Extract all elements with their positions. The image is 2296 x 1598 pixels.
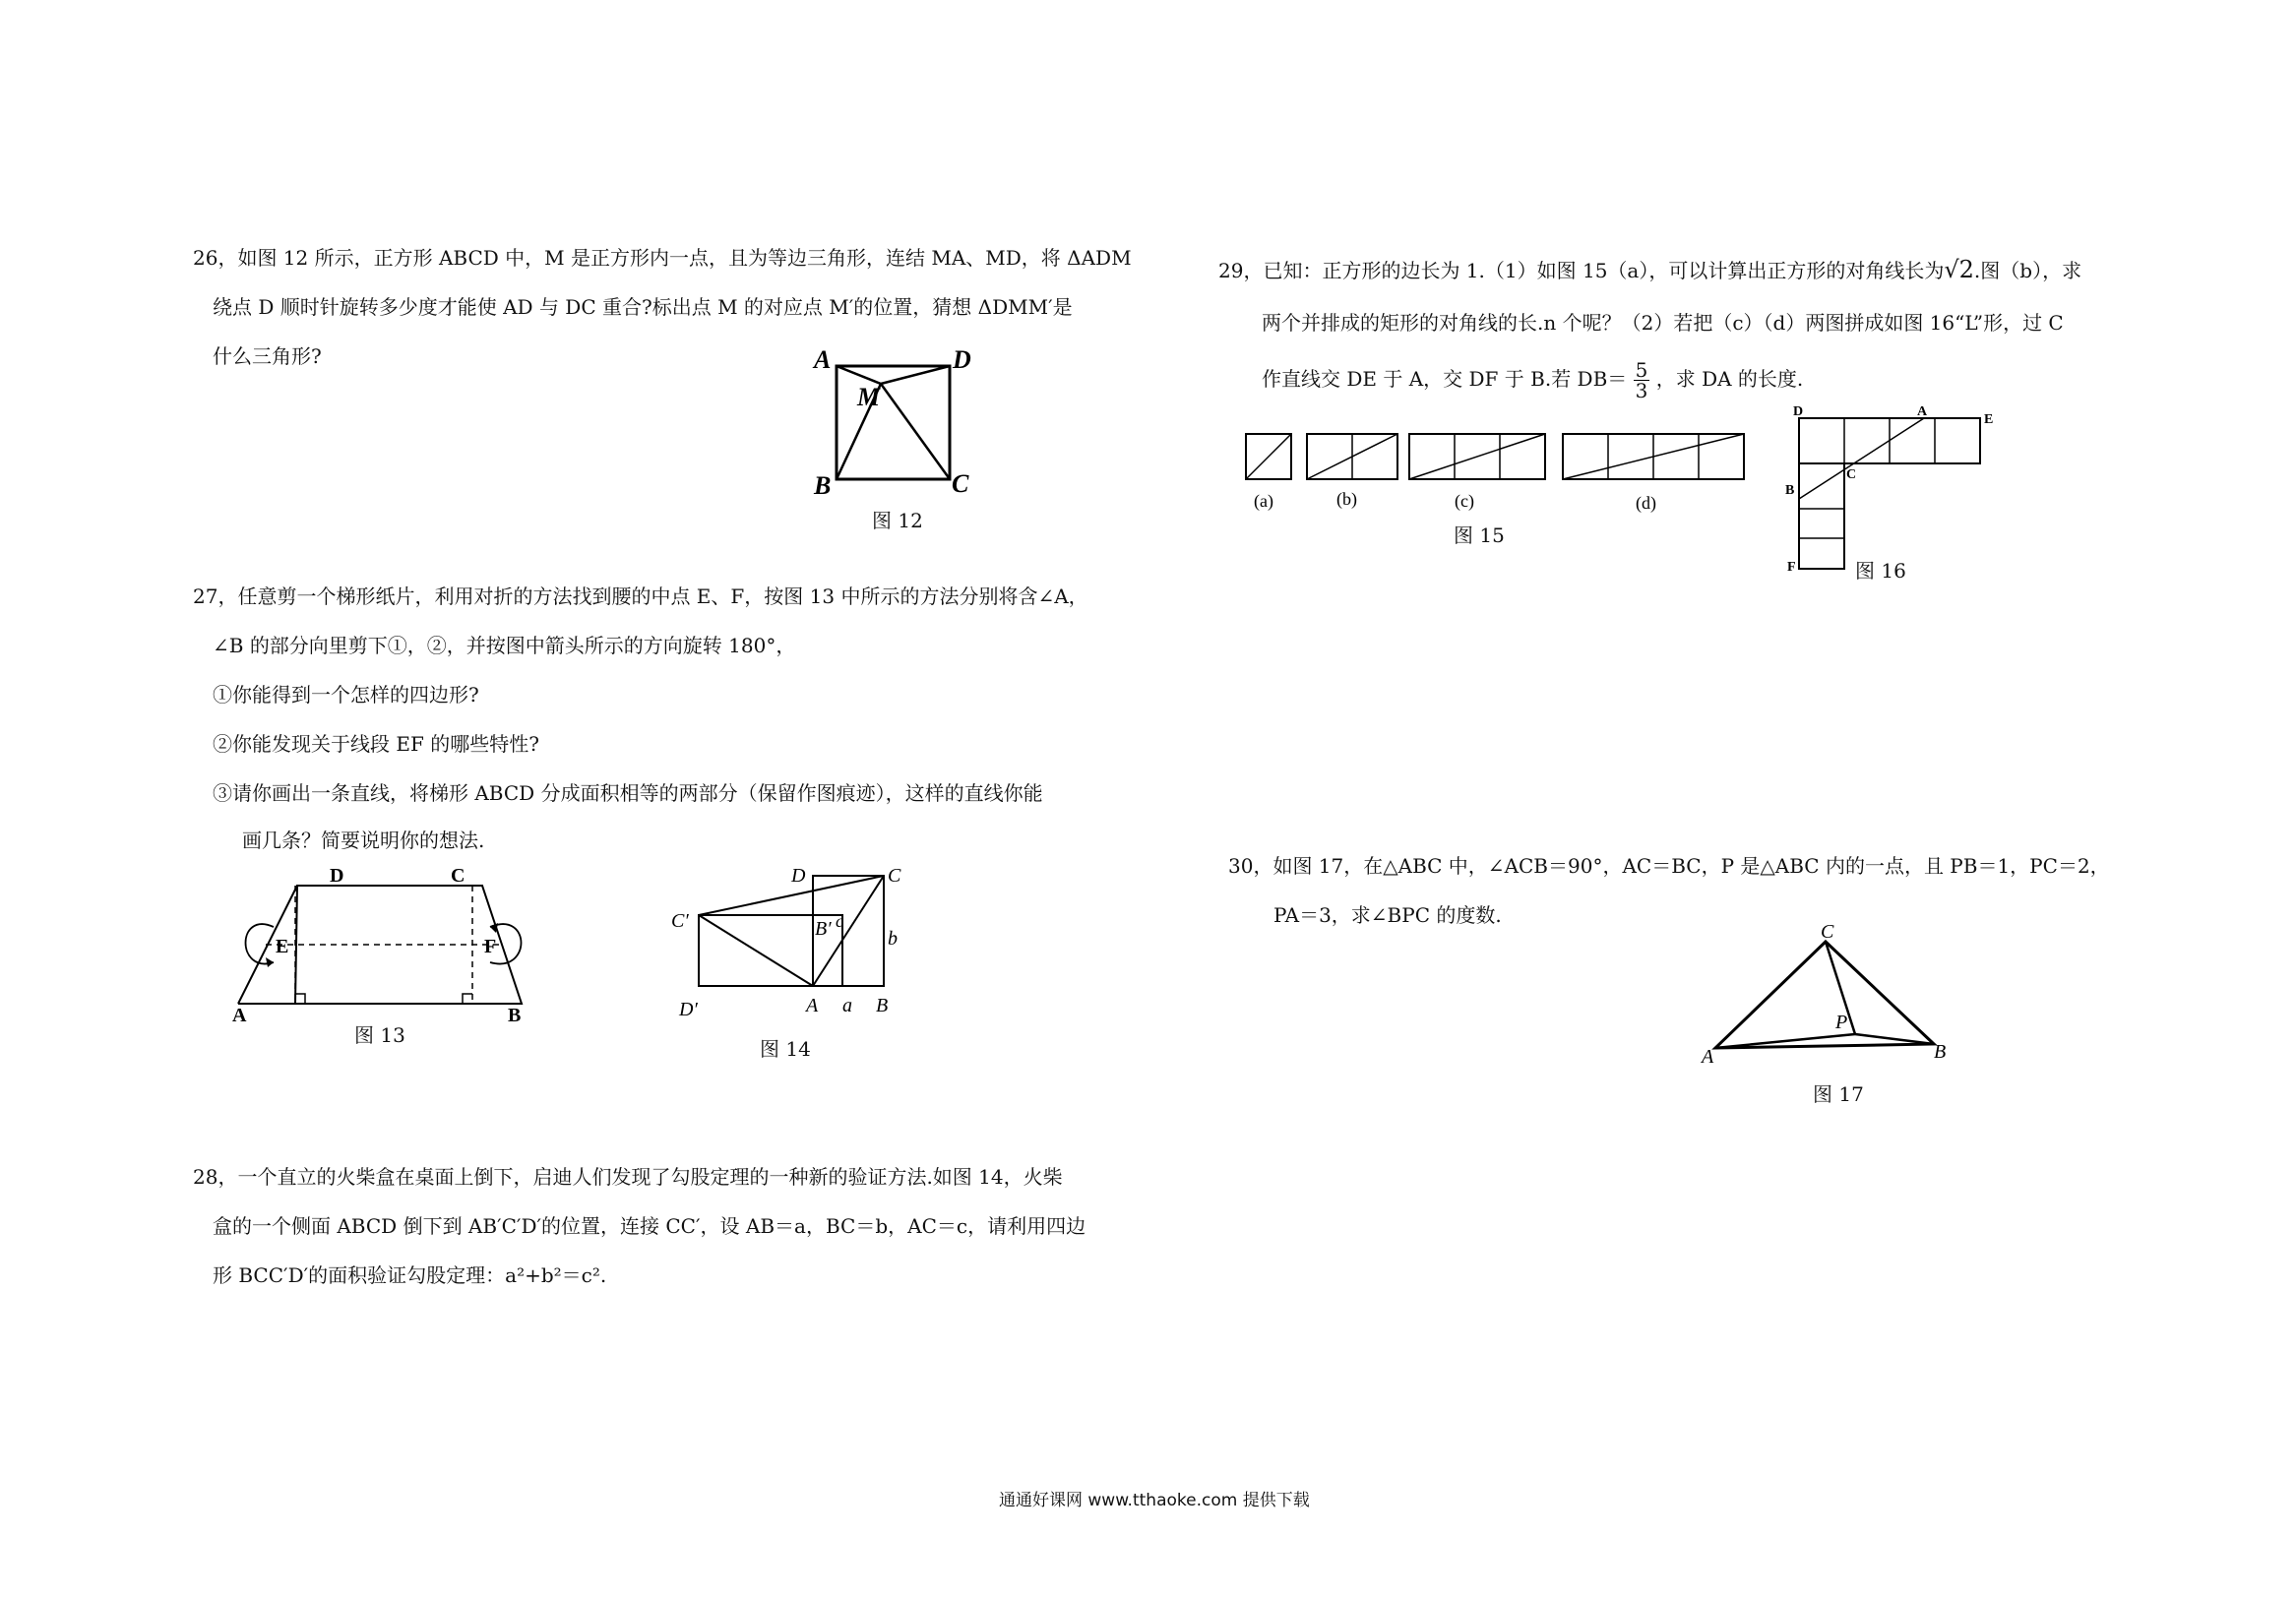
q28-line3: 形 BCC′D′的面积验证勾股定理：a²+b²＝c².: [213, 1263, 607, 1287]
fig16-label-d: D: [1793, 404, 1804, 419]
figure-14: [669, 856, 925, 1023]
fig13-label-f: F: [484, 936, 497, 957]
figure-17: [1688, 920, 1947, 1068]
q29-fraction: [1634, 360, 1650, 400]
fig17-label-a: A: [1702, 1046, 1714, 1068]
q29-sqrt: √2: [1944, 256, 1974, 283]
q27-line1: 27，任意剪一个梯形纸片，利用对折的方法找到腰的中点 E、F，按图 13 中所示的方法分别将含∠A，: [193, 584, 1088, 608]
fig15-sub-c: (c): [1455, 491, 1474, 511]
figure-12: [802, 344, 989, 502]
figure-15-caption: 图 15: [1454, 523, 1505, 547]
fig15-sub-d: (d): [1636, 493, 1656, 513]
q27-item2: ②你能发现关于线段 EF 的哪些特性?: [213, 732, 539, 756]
q29-line3: [1262, 360, 1803, 400]
fig14-label-b-side: b: [888, 928, 898, 950]
fig13-label-b: B: [508, 1005, 522, 1026]
fig17-label-c: C: [1821, 921, 1834, 943]
fig13-label-c: C: [451, 865, 465, 887]
fig14-label-d-prime: D′: [679, 999, 698, 1020]
q28-line1: 28，一个直立的火柴盒在桌面上倒下，启迪人们发现了勾股定理的一种新的验证方法.如图 14，火柴: [193, 1165, 1063, 1189]
q29-line1-a: 29，已知：正方形的边长为 1.（1）如图 15（a），可以计算出正方形的对角线长为: [1218, 259, 1945, 282]
q26-line3: 什么三角形?: [213, 344, 322, 368]
q29-line1-b: .图（b），求: [1973, 259, 2082, 282]
q29-line3-b: ，求 DA 的长度.: [1655, 367, 1804, 391]
figure-16: [1779, 403, 2006, 576]
fig12-label-m: M: [857, 383, 881, 411]
fig12-label-d: D: [953, 345, 971, 374]
q29-line1: [1218, 256, 2081, 284]
fig14-label-a-side: a: [842, 995, 852, 1016]
fig12-label-a: A: [814, 345, 832, 374]
q30-line2: PA＝3，求∠BPC 的度数.: [1273, 903, 1502, 927]
figure-13-caption: 图 13: [354, 1023, 405, 1047]
fig17-label-b: B: [1934, 1041, 1947, 1063]
q29-frac-den: 3: [1635, 379, 1648, 402]
q29-frac-num: 5: [1635, 358, 1648, 382]
fig15-sub-a: (a): [1254, 491, 1273, 511]
q27-item3b: 画几条？简要说明你的想法.: [242, 829, 485, 852]
fig14-label-d: D: [791, 865, 806, 887]
fig14-label-c-side: c: [836, 911, 843, 931]
q26-line2: 绕点 D 顺时针旋转多少度才能使 AD 与 DC 重合?标出点 M 的对应点 M′的位置，猜想 ΔDMM′是: [213, 295, 1073, 319]
fig16-label-a: A: [1917, 404, 1928, 419]
q29-line2: 两个并排成的矩形的对角线的长.n 个呢？（2）若把（c）（d）两图拼成如图 16“L”形，过 C: [1262, 311, 2064, 335]
q27-item3a: ③请你画出一条直线，将梯形 ABCD 分成面积相等的两部分（保留作图痕迹），这样的直线你能: [213, 781, 1043, 805]
figure-16-caption: 图 16: [1855, 559, 1906, 583]
figure-12-caption: 图 12: [872, 509, 923, 532]
footer-credit: 通通好课网 www.tthaoke.com 提供下载: [999, 1491, 1310, 1510]
figure-14-caption: 图 14: [760, 1037, 811, 1061]
fig16-label-f: F: [1787, 560, 1796, 575]
q26-line1: 26，如图 12 所示，正方形 ABCD 中，M 是正方形内一点，且为等边三角形，连结 MA、MD，将 ΔADM: [193, 246, 1132, 270]
fig12-label-c: C: [952, 469, 969, 498]
fig13-label-e: E: [276, 936, 289, 957]
fig14-label-b-prime: B′: [815, 918, 832, 940]
figure-15: [1242, 428, 1754, 517]
fig15-sub-b: (b): [1336, 489, 1357, 509]
fig13-label-d: D: [330, 865, 344, 887]
q27-item1: ①你能得到一个怎样的四边形?: [213, 683, 479, 707]
figure-17-caption: 图 17: [1813, 1082, 1864, 1106]
q29-line3-a: 作直线交 DE 于 A，交 DF 于 B.若 DB＝: [1262, 367, 1628, 391]
q28-line2: 盒的一个侧面 ABCD 倒下到 AB′C′D′的位置，连接 CC′，设 AB＝a，BC＝b，AC＝c，请利用四边: [213, 1214, 1086, 1238]
fig14-label-b: B: [876, 995, 889, 1016]
fig16-label-b: B: [1785, 483, 1795, 498]
q27-line2: ∠B 的部分向里剪下①，②，并按图中箭头所示的方向旋转 180°，: [213, 634, 796, 657]
fig14-label-a: A: [806, 995, 819, 1016]
figure-13: [226, 856, 541, 1026]
fig12-label-b: B: [814, 471, 832, 500]
fig14-label-c-prime: C′: [671, 910, 689, 932]
fig17-label-p: P: [1835, 1012, 1848, 1033]
fig16-label-c: C: [1846, 467, 1857, 482]
fig13-label-a: A: [232, 1005, 247, 1026]
fig16-label-e: E: [1984, 412, 1994, 427]
q30-line1: 30，如图 17，在△ABC 中，∠ACB＝90°，AC＝BC，P 是△ABC 内的一点，且 PB＝1，PC＝2，: [1228, 854, 2110, 878]
fig14-label-c: C: [888, 865, 901, 887]
